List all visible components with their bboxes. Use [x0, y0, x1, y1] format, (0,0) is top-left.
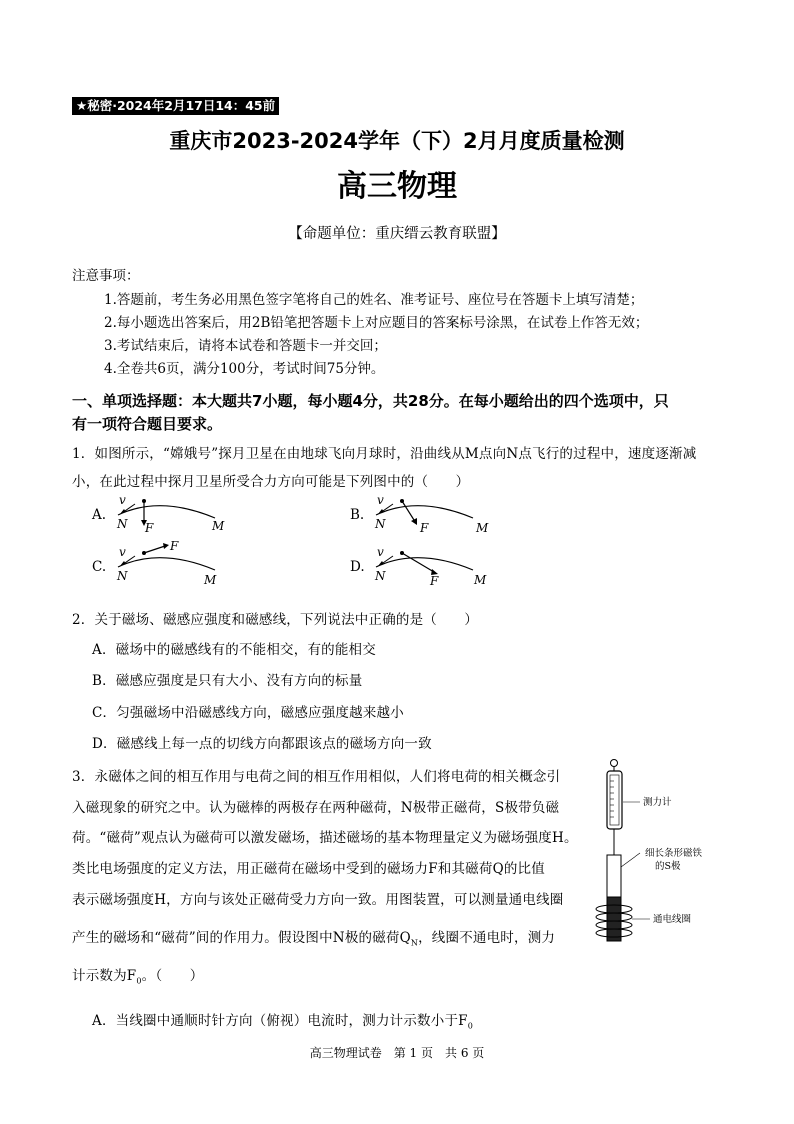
magnet-label-2: 的S极 [655, 861, 681, 872]
note-item: 3.考试结束后，请将本试卷和答题卡一并交回； [104, 338, 387, 354]
label-f: F [145, 521, 154, 535]
label-n: N [117, 569, 128, 583]
label-n: N [375, 569, 386, 583]
label-m: M [476, 521, 489, 535]
label-m: M [474, 573, 487, 587]
meter-label: 测力计 [643, 797, 672, 808]
q1-diagram-b [368, 490, 498, 538]
section-heading: 一、单项选择题：本大题共7小题，每小题4分，共28分。在每小题给出的四个选项中，只 [72, 392, 669, 410]
q3-text: 。（ ） [141, 968, 204, 984]
label-m: M [204, 573, 217, 587]
label-n: N [375, 517, 386, 531]
label-f: F [430, 574, 439, 588]
q1-diagram-d [368, 540, 498, 590]
magnet-label: 细长条形磁铁 [645, 848, 703, 859]
q3-option-a[interactable] [92, 1009, 473, 1031]
note-item: 4.全卷共6页，满分100分，考试时间75分钟。 [104, 361, 385, 377]
label-v: v [119, 545, 126, 559]
label-v: v [377, 545, 384, 559]
q1-diagram-a [110, 490, 240, 538]
label-f: F [170, 540, 179, 553]
section-heading-cont: 有一项符合题目要求。 [72, 415, 223, 433]
issuing-unit: 【命题单位：重庆缙云教育联盟】 [288, 226, 506, 242]
q2-stem: 2．关于磁场、磁感应强度和磁感线，下列说法中正确的是（ ） [72, 612, 479, 628]
q2-option-b[interactable]: B．磁感应强度是只有大小、没有方向的标量 [92, 673, 363, 689]
q3-text: 产生的磁场和“磁荷”间的作用力。假设图中N极的磁荷Q [72, 930, 411, 946]
q3-text: 计示数为F [72, 968, 137, 984]
label-f: F [420, 521, 429, 535]
q3-line [72, 926, 555, 948]
label-m: M [212, 519, 225, 533]
note-item: 2.每小题选出答案后，用2B铅笔把答题卡上对应题目的答案标号涂黑，在试卷上作答无效； [104, 315, 649, 331]
q1-option-c[interactable]: C. [92, 559, 107, 575]
subject-title: 高三物理 [337, 169, 457, 204]
coil-label: 通电线圈 [653, 914, 692, 925]
q2-option-c[interactable]: C．匀强磁场中沿磁感线方向，磁感应强度越来越小 [92, 705, 404, 721]
page-footer: 高三物理试卷 第 1 页 共 6 页 [309, 1046, 485, 1060]
q3-line: 3．永磁体之间的相互作用与电荷之间的相互作用相似，人们将电荷的相关概念引 [72, 769, 561, 785]
q3-line [72, 964, 203, 986]
q3-sub: N [410, 938, 419, 948]
q3-apparatus-figure [595, 757, 715, 962]
exam-title: 重庆市2023-2024学年（下）2月月度质量检测 [169, 129, 625, 153]
q1-stem-line2: 小，在此过程中探月卫星所受合力方向可能是下列图中的（ ） [72, 474, 470, 490]
q3-sub: 0 [136, 976, 142, 986]
q3-line: 类比电场强度的定义方法，用正磁荷在磁场中受到的磁场力F和其磁荷Q的比值 [72, 861, 545, 877]
q1-stem-line1: 1．如图所示，“嫦娥号”探月卫星在由地球飞向月球时，沿曲线从M点向N点飞行的过程中，速度逐渐减 [72, 446, 697, 462]
q3-line: 荷。“磁荷”观点认为磁荷可以激发磁场，描述磁场的基本物理量定义为磁场强度H。 [72, 830, 578, 846]
q1-diagram-c [110, 540, 240, 590]
label-v: v [119, 493, 126, 507]
q3-option-a-sub: 0 [467, 1021, 474, 1031]
q3-text: ，线圈不通电时，测力 [418, 930, 556, 946]
notes-heading: 注意事项： [72, 268, 140, 284]
q3-line: 入磁现象的研究之中。认为磁棒的两极存在两种磁荷，N极带正磁荷，S极带负磁 [72, 800, 560, 816]
q1-option-a[interactable]: A. [92, 507, 107, 523]
confidential-label: ★秘密·2024年2月17日14：45前 [72, 97, 279, 115]
label-n: N [117, 517, 128, 531]
note-item: 1.答题前，考生务必用黑色签字笔将自己的姓名、准考证号、座位号在答题卡上填写清楚； [104, 292, 644, 308]
q1-option-b[interactable]: B. [350, 507, 365, 523]
q2-option-a[interactable]: A．磁场中的磁感线有的不能相交，有的能相交 [92, 642, 376, 658]
q2-option-d[interactable]: D．磁感线上每一点的切线方向都跟该点的磁场方向一致 [92, 736, 432, 752]
q1-option-d[interactable]: D. [350, 559, 365, 575]
label-v: v [377, 493, 384, 507]
q3-option-a-text: A．当线圈中通顺时针方向（俯视）电流时，测力计示数小于F [92, 1013, 468, 1029]
q3-line: 表示磁场强度H，方向与该处正磁荷受力方向一致。用图装置，可以测量通电线圈 [72, 892, 564, 908]
